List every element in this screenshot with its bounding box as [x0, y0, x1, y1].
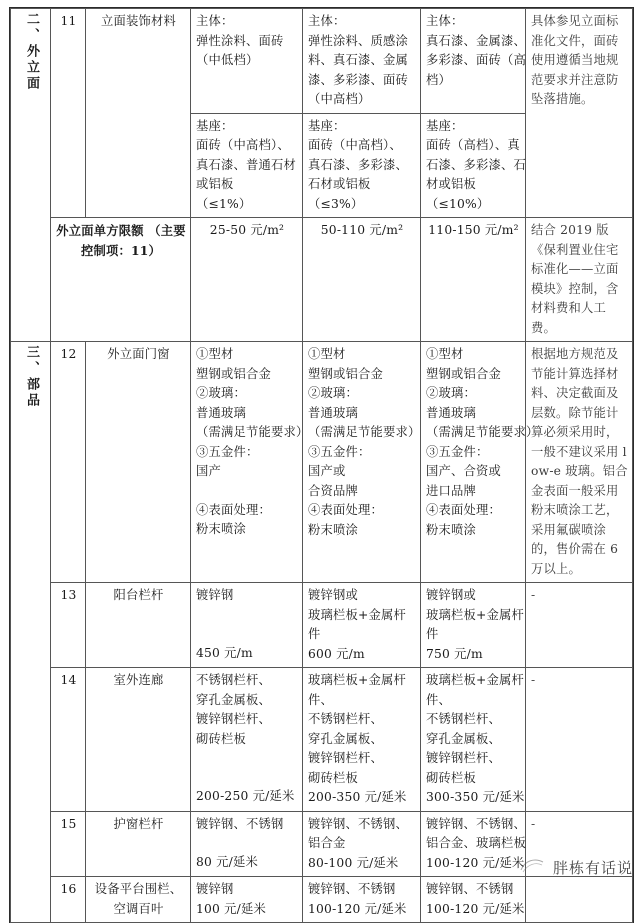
unit-price: 200-250 元/延米 — [196, 789, 295, 803]
standards-table — [10, 8, 633, 923]
quota-label: 外立面单方限额 （主要控制项：11） — [51, 218, 191, 342]
spec-cell-standard-a: 镀锌钢 450 元/m — [191, 583, 303, 668]
spec-cell-standard-a: 基座： 面砖（中高档）、 真石漆、普通石材 或铝板 （≤1%） — [191, 113, 303, 218]
unit-price: 300-350 元/延米 — [426, 790, 525, 804]
row-number: 13 — [51, 583, 86, 668]
row-item-name: 室外连廊 — [86, 668, 191, 812]
table-row — [11, 668, 633, 812]
unit-price: 600 元/m — [308, 646, 365, 661]
spec-cell-standard-a: ①型材 塑钢或铝合金 ②玻璃： 普通玻璃 （需满足节能要求） ③五金件： 国产 ④表面处理： 粉末喷涂 — [191, 342, 303, 583]
quota-value-c: 110-150 元/m² — [421, 218, 526, 342]
blank-line — [196, 834, 298, 853]
row-number: 12 — [51, 342, 86, 583]
table-row — [11, 9, 633, 114]
spec-cell-standard-c: 基座： 面砖（高档）、真 石漆、多彩漆、石 材或铝板 （≤10%） — [421, 113, 526, 218]
blank-line — [196, 606, 298, 625]
table-row — [11, 342, 633, 583]
quota-value-a: 25-50 元/m² — [191, 218, 303, 342]
watermark-label: 胖栋有话说 — [552, 859, 633, 877]
blank-line — [196, 625, 298, 644]
spec-cell-standard-b: 镀锌钢、不锈钢 100-120 元/延米 — [303, 877, 421, 923]
spec-cell-standard-a: 主体： 弹性涂料、面砖 （中低档） — [191, 9, 303, 114]
row-number: 16 — [51, 877, 86, 923]
table-row — [11, 877, 633, 923]
group-label-components — [11, 342, 51, 923]
row-item-name: 设备平台围栏、 空调百叶 — [86, 877, 191, 923]
unit-price: 450 元/m — [196, 645, 253, 660]
row-number: 15 — [51, 811, 86, 877]
spec-cell-standard-a: 镀锌钢 100 元/延米 — [191, 877, 303, 923]
table-row — [11, 583, 633, 668]
spec-cell-standard-b: 玻璃栏板+金属杆 件、 不锈钢栏杆、 穿孔金属板、 镀锌钢栏杆、 砌砖栏板 200-350 元/延米 — [303, 668, 421, 812]
spec-cell-standard-a: 不锈钢栏杆、 穿孔金属板、 镀锌钢栏杆、 砌砖栏板 200-250 元/延米 — [191, 668, 303, 812]
row-item-name: 阳台栏杆 — [86, 583, 191, 668]
blank-line — [196, 768, 298, 787]
blank-line — [196, 749, 298, 768]
quota-value-b: 50-110 元/m² — [303, 218, 421, 342]
spec-cell-standard-b: 基座： 面砖（中高档）、 真石漆、多彩漆、 石材或铝板 （≤3%） — [303, 113, 421, 218]
row-remark: 具体参见立面标准化文件，面砖使用遵循当地规范要求并注意防坠落措施。 — [526, 9, 633, 218]
row-remark: - — [526, 811, 633, 877]
unit-price: 100-120 元/延米 — [308, 901, 407, 916]
group-label-facade-text: 二、外立面 — [24, 12, 39, 92]
row-number: 14 — [51, 668, 86, 812]
row-remark: - — [526, 668, 633, 812]
row-item-name: 护窗栏杆 — [86, 811, 191, 877]
unit-price: 100 元/延米 — [196, 901, 267, 916]
spec-cell-standard-c: ①型材 塑钢或铝合金 ②玻璃： 普通玻璃 （需满足节能要求） ③五金件： 国产、合资或 进口品牌 ④表面处理： 粉末喷涂 — [421, 342, 526, 583]
row-remark — [526, 877, 633, 923]
table-row — [11, 811, 633, 877]
unit-price: 100-120 元/延米 — [426, 855, 525, 870]
spec-cell-standard-b: ①型材 塑钢或铝合金 ②玻璃： 普通玻璃 （需满足节能要求） ③五金件： 国产或 合资品牌 ④表面处理： 粉末喷涂 — [303, 342, 421, 583]
spec-cell-standard-c: 镀锌钢或 玻璃栏板+金属杆 件 750 元/m — [421, 583, 526, 668]
spec-cell-standard-b: 镀锌钢、不锈钢、 铝合金 80-100 元/延米 — [303, 811, 421, 877]
unit-price: 750 元/m — [426, 646, 483, 661]
spec-cell-standard-b: 镀锌钢或 玻璃栏板+金属杆 件 600 元/m — [303, 583, 421, 668]
spec-cell-standard-c: 主体： 真石漆、金属漆、 多彩漆、面砖（高 档） — [421, 9, 526, 114]
spec-cell-standard-c: 镀锌钢、不锈钢、 铝合金、玻璃栏板 100-120 元/延米 — [421, 811, 526, 877]
unit-price: 100-120 元/延米 — [426, 901, 525, 916]
spec-cell-standard-a: 镀锌钢、不锈钢 80 元/延米 — [191, 811, 303, 877]
spec-cell-standard-c: 玻璃栏板+金属杆 件、 不锈钢栏杆、 穿孔金属板、 镀锌钢栏杆、 砌砖栏板 300-350 元/延米 — [421, 668, 526, 812]
row-item-name: 立面装饰材料 — [86, 9, 191, 218]
row-remark: - — [526, 583, 633, 668]
row-remark: 根据地方规范及节能计算选择材料、决定截面及层数。除节能计算必须采用时，一般不建议采用 low-e 玻璃。铝合金表面一般采用粉末喷涂工艺，采用氟碳喷涂的，售价需在 6 万以上。 — [526, 342, 633, 583]
unit-price: 80-100 元/延米 — [308, 855, 399, 870]
quota-row — [11, 218, 633, 342]
row-item-name: 外立面门窗 — [86, 342, 191, 583]
blank-line — [196, 482, 298, 501]
group-label-facade — [11, 9, 51, 342]
unit-price: 200-350 元/延米 — [308, 790, 407, 804]
spec-cell-standard-c: 镀锌钢、不锈钢 100-120 元/延米 — [421, 877, 526, 923]
group-label-components-text: 三、部品 — [24, 345, 39, 409]
quota-remark: 结合 2019 版《保利置业住宅标准化——立面模块》控制，含材料费和人工费。 — [526, 218, 633, 342]
spec-cell-standard-b: 主体： 弹性涂料、质感涂 料、真石漆、金属 漆、多彩漆、面砖 （中高档） — [303, 9, 421, 114]
unit-price: 80 元/延米 — [196, 855, 258, 869]
row-number: 11 — [51, 9, 86, 218]
